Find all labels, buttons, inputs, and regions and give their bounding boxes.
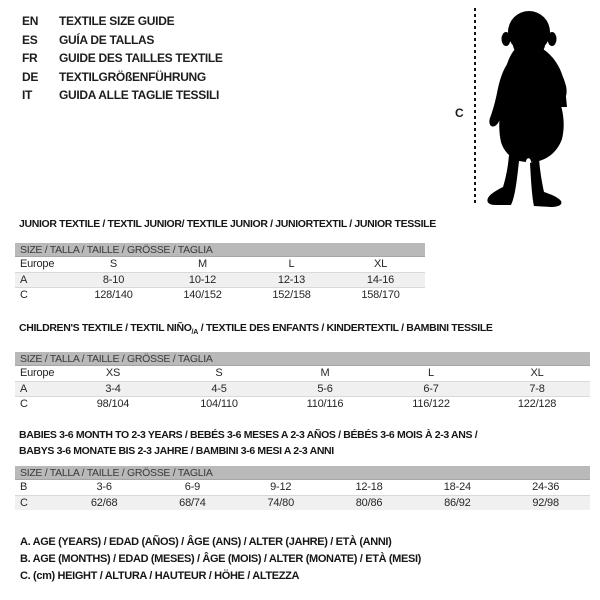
table-row-height	[15, 495, 590, 510]
children-table-section	[15, 322, 590, 411]
children-title-post: / TEXTILE DES ENFANTS / KINDERTEXTIL / BAMBINI TESSILE	[198, 322, 493, 334]
language-row-it	[22, 86, 223, 105]
row-label: Europe	[20, 258, 55, 270]
toddler-silhouette	[487, 5, 579, 208]
size-cell: M	[320, 367, 330, 380]
legend-line-a: A. AGE (YEARS) / EDAD (AÑOS) / ÂGE (ANS) / ALTER (JAHRE) / ETÀ (ANNI)	[20, 536, 392, 548]
silhouette-right-leg	[530, 159, 561, 207]
age-cell: 12-13	[277, 274, 306, 286]
babies-table-section	[15, 427, 590, 510]
height-cell: 68/74	[179, 497, 206, 509]
row-label: C	[20, 497, 28, 509]
junior-table-section	[15, 218, 436, 302]
height-measure-dashed-line	[474, 8, 476, 205]
junior-table-title: JUNIOR TEXTILE / TEXTIL JUNIOR/ TEXTILE JUNIOR / JUNIORTEXTIL / JUNIOR TESSILE	[19, 218, 436, 230]
table-row-europe	[15, 366, 590, 381]
height-cell: 116/122	[412, 398, 450, 411]
language-code: IT	[22, 88, 33, 103]
language-label: GUIDA ALLE TAGLIE TESSILI	[59, 88, 220, 103]
language-row-de	[22, 68, 223, 87]
size-header-label: SIZE / TALLA / TAILLE / GRÖSSE / TAGLIA	[20, 353, 213, 366]
age-cell: 7-8	[529, 383, 545, 396]
size-cell: S	[109, 258, 118, 270]
size-cell: L	[428, 367, 434, 380]
age-cell: 24-36	[532, 481, 560, 493]
height-cell: 128/140	[94, 289, 133, 301]
age-cell: 8-10	[102, 274, 125, 286]
age-cell: 6-9	[184, 481, 201, 493]
language-row-fr	[22, 49, 223, 68]
age-cell: 9-12	[270, 481, 292, 493]
language-row-en	[22, 12, 223, 31]
language-code: FR	[22, 51, 38, 66]
size-cell: XS	[105, 367, 121, 380]
silhouette-left-leg	[487, 155, 519, 205]
height-cell: 80/86	[355, 497, 383, 509]
age-cell: 4-5	[211, 383, 227, 396]
children-title-pre: CHILDREN'S TEXTILE / TEXTIL NIÑO	[19, 322, 192, 334]
height-cell: 110/116	[306, 398, 344, 411]
children-table-title	[15, 322, 590, 339]
height-cell: 152/158	[272, 289, 311, 301]
age-cell: 14-16	[366, 274, 395, 286]
language-label: GUIDE DES TAILLES TEXTILE	[59, 51, 223, 66]
size-header-label: SIZE / TALLA / TAILLE / GRÖSSE / TAGLIA	[20, 467, 213, 479]
table-row-age	[15, 272, 425, 287]
height-cell: 104/110	[200, 398, 238, 411]
height-cell: 74/80	[267, 497, 294, 509]
row-label: A	[20, 274, 28, 286]
table-row-height	[15, 396, 590, 411]
age-cell: 12-18	[355, 481, 383, 493]
silhouette-shorts	[499, 99, 563, 162]
size-cell: XL	[373, 258, 388, 270]
age-cell: 3-6	[96, 481, 112, 493]
age-cell: 10-12	[188, 274, 217, 286]
size-cell: XL	[530, 367, 544, 380]
size-header-bar	[15, 352, 590, 366]
age-cell: 6-7	[423, 383, 439, 396]
row-label: B	[20, 481, 28, 493]
size-cell: M	[198, 258, 207, 270]
language-code: ES	[22, 32, 38, 47]
children-title-sub: /A	[191, 329, 199, 337]
height-cell: 92/98	[532, 497, 559, 509]
language-label: TEXTILGRÖßENFÜHRUNG	[59, 69, 206, 84]
table-row-height	[15, 287, 425, 302]
size-cell: S	[215, 367, 223, 380]
row-label: A	[20, 383, 28, 396]
language-label: GUÍA DE TALLAS	[59, 32, 155, 47]
legend-line-b: B. AGE (MONTHS) / EDAD (MESES) / ÂGE (MOIS) / ALTER (MONATE) / ETÀ (MESI)	[20, 553, 421, 565]
height-cell: 98/104	[96, 398, 130, 411]
table-row-europe	[15, 257, 425, 272]
table-row-age	[15, 381, 590, 396]
babies-title-line1: BABIES 3-6 MONTH TO 2-3 YEARS / BEBÉS 3-6 MESES A 2-3 AÑOS / BÉBÉS 3-6 MOIS À 2-3 ANS /	[19, 429, 478, 441]
height-cell: 62/68	[90, 497, 118, 509]
height-cell: 140/152	[183, 289, 222, 301]
size-header-label: SIZE / TALLA / TAILLE / GRÖSSE / TAGLIA	[20, 244, 213, 256]
height-measure-label: C	[455, 106, 464, 120]
age-cell: 5-6	[317, 383, 333, 396]
height-cell: 122/128	[517, 398, 557, 411]
language-label: TEXTILE SIZE GUIDE	[59, 14, 175, 28]
age-cell: 3-4	[105, 383, 121, 396]
legend-notes	[20, 534, 421, 585]
silhouette-left-ear	[502, 32, 511, 46]
table-row-age-months	[15, 480, 590, 495]
row-label: C	[20, 398, 28, 411]
size-header-bar	[15, 243, 425, 257]
babies-title-line2: BABYS 3-6 MONATE BIS 2-3 JAHRE / BAMBINI 3-6 MESI A 2-3 ANNI	[19, 445, 334, 457]
row-label: C	[20, 289, 28, 301]
legend-line-c: C. (cm) HEIGHT / ALTURA / HAUTEUR / HÖHE / ALTEZZA	[20, 570, 300, 582]
age-cell: 18-24	[443, 481, 471, 493]
size-cell: L	[288, 258, 295, 270]
language-row-es	[22, 31, 223, 50]
size-header-bar	[15, 466, 590, 480]
language-code: EN	[22, 14, 39, 28]
language-code: DE	[22, 69, 39, 84]
row-label: Europe	[20, 367, 55, 380]
language-title-list	[22, 12, 223, 105]
height-cell: 158/170	[361, 289, 400, 301]
height-cell: 86/92	[444, 497, 471, 509]
silhouette-right-ear	[548, 32, 557, 46]
babies-table-title	[15, 427, 590, 459]
